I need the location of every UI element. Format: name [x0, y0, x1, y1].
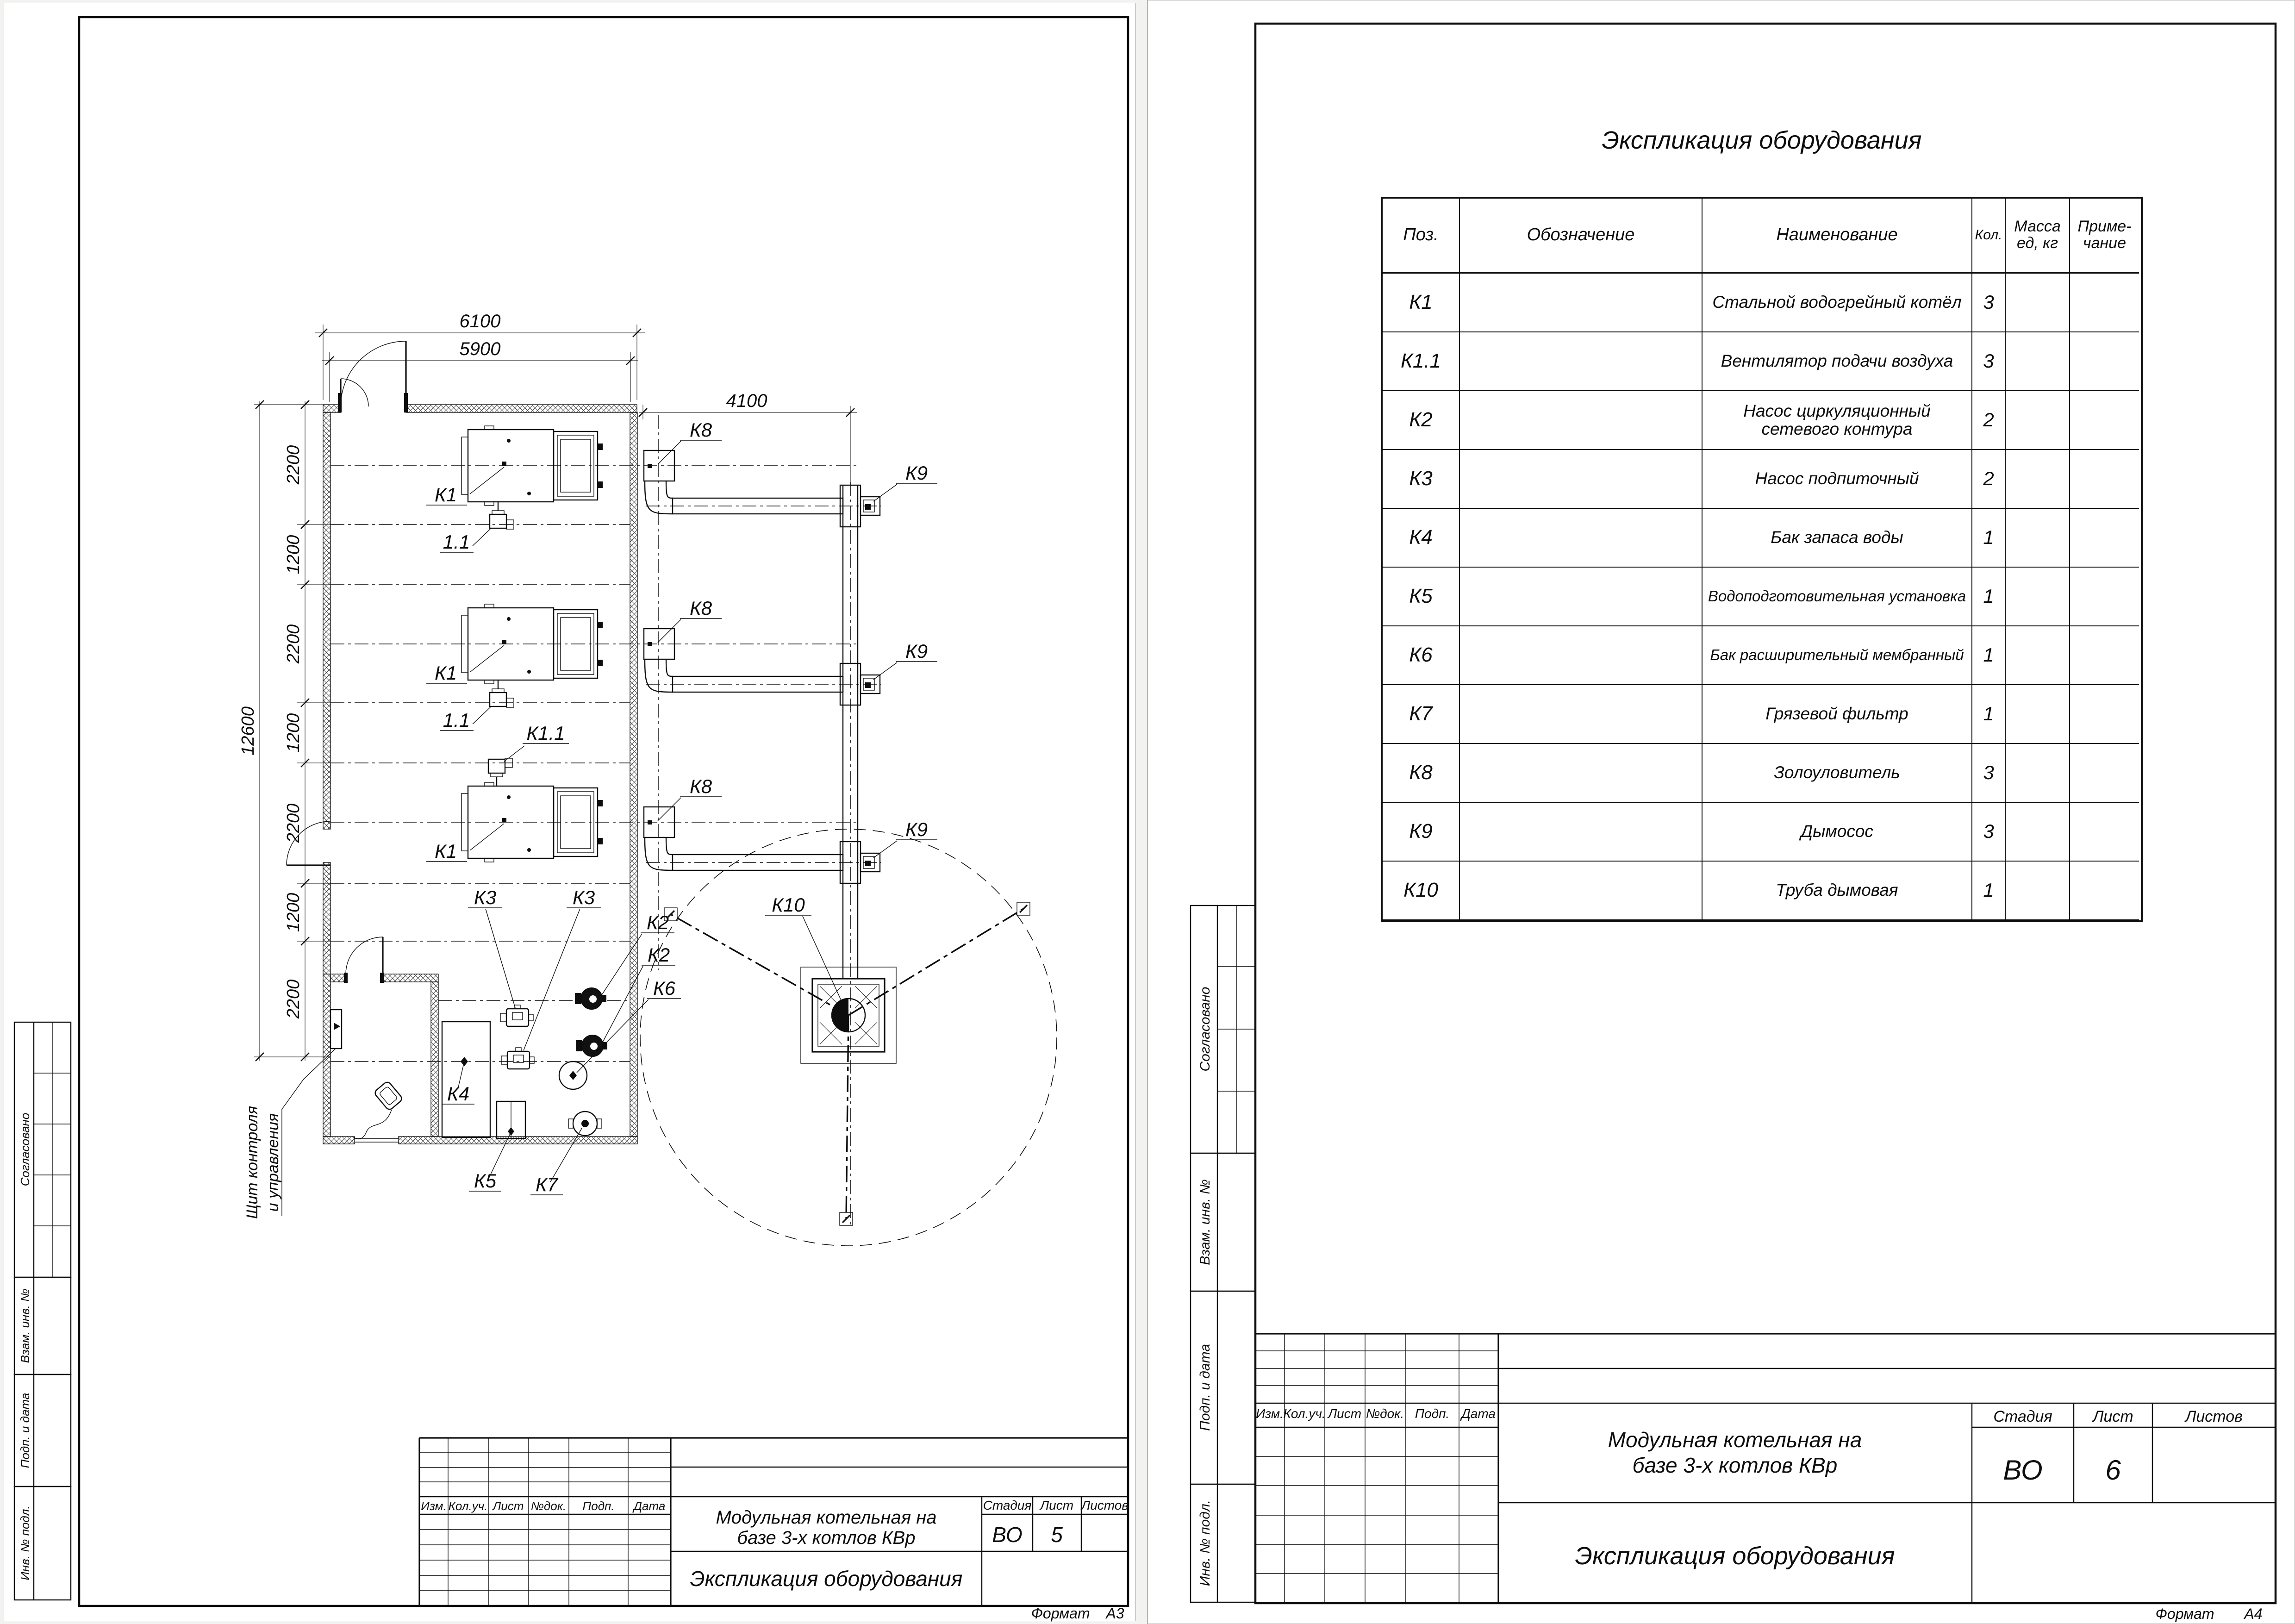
spec-row-pos: К6: [1383, 626, 1460, 685]
col-header-name: Наименование: [1703, 199, 1972, 274]
side-stamp-left: [14, 1022, 71, 1600]
pump-k2-2: [576, 1035, 607, 1056]
svg-text:Лист: Лист: [1328, 1406, 1362, 1421]
plan-drawing: [4, 3, 1136, 1622]
dim-bay: 2200: [284, 979, 303, 1019]
spec-row-name: Труба дымовая: [1703, 862, 1972, 920]
spec-row-qty: 2: [1972, 450, 2006, 509]
spec-row-qty: 2: [1972, 391, 2006, 450]
exp-tank-k6: [559, 1062, 587, 1089]
washbasin: [354, 1081, 403, 1139]
tank-k4: [442, 1022, 490, 1137]
sheet-number: 5: [1051, 1523, 1063, 1547]
spec-row-qty: 1: [1972, 509, 2006, 568]
svg-text:Листов: Листов: [1081, 1498, 1129, 1512]
svg-text:К6: К6: [653, 977, 676, 999]
svg-text:К1: К1: [434, 840, 457, 862]
svg-text:№док.: №док.: [1366, 1406, 1404, 1421]
svg-text:К1.1: К1.1: [526, 722, 565, 744]
dim-4100: 4100: [726, 391, 767, 411]
svg-text:базе 3-х котлов КВр: базе 3-х котлов КВр: [1632, 1453, 1838, 1477]
pump-k3-2: [501, 1048, 534, 1069]
col-header-qty: Кол.: [1972, 199, 2006, 274]
dim-5900: 5900: [459, 339, 501, 359]
svg-text:К7: К7: [535, 1174, 558, 1195]
svg-text:Лист: Лист: [1040, 1498, 1074, 1512]
svg-text:К1: К1: [434, 484, 457, 506]
fan-3: [488, 758, 512, 786]
callout-k8-3: [658, 775, 722, 821]
spec-row-name: Золоуловитель: [1703, 744, 1972, 803]
callout-k8-1: [658, 419, 722, 464]
spec-row-qty: 1: [1972, 862, 2006, 920]
spec-row-qty: 3: [1972, 803, 2006, 862]
doc-title: Экспликация оборудования: [1575, 1542, 1895, 1570]
dim-bay: 2200: [284, 445, 303, 485]
building-walls: [323, 393, 637, 1144]
callout-k1-2: [426, 645, 504, 684]
spec-row-name: Бак расширительный мембранный: [1703, 626, 1972, 685]
spec-row-qty: 3: [1972, 744, 2006, 803]
spec-row-pos: К5: [1383, 568, 1460, 626]
dim-12600: 12600: [238, 706, 258, 756]
spec-row-pos: К9: [1383, 803, 1460, 862]
spec-row-name: Бак запаса воды: [1703, 509, 1972, 568]
spec-row-pos: К7: [1383, 685, 1460, 744]
spec-row-pos: К3: [1383, 450, 1460, 509]
svg-text:Дата: Дата: [633, 1499, 666, 1513]
svg-text:К8: К8: [689, 419, 712, 441]
stage-value: ВО: [2003, 1455, 2043, 1486]
spec-row-pos: К4: [1383, 509, 1460, 568]
stamp-replace-inv-label: Взам. инв. №: [18, 1288, 32, 1363]
dimensions: [238, 311, 857, 1061]
doc-title: Экспликация оборудования: [690, 1567, 963, 1591]
spec-row-pos: К8: [1383, 744, 1460, 803]
spec-row-name: Насос циркуляционный сетевого контура: [1703, 391, 1972, 450]
sheet-a3-plan: [4, 3, 1136, 1621]
svg-text:1.1: 1.1: [443, 709, 470, 731]
fan-2: [490, 680, 514, 707]
callout-fan-1: [440, 528, 491, 553]
stamp-sign-date-label: Подп. и дата: [1197, 1344, 1213, 1431]
col-header-designation: Обозначение: [1460, 199, 1703, 274]
callout-fan-2: [440, 706, 491, 731]
wtu-k5: [497, 1101, 525, 1138]
svg-text:К3: К3: [572, 887, 595, 908]
stamp-inv-label: Инв. № подл.: [1197, 1499, 1213, 1587]
stamp-inv-label: Инв. № подл.: [18, 1505, 32, 1580]
callout-k11: [504, 722, 569, 762]
control-panel: [331, 1010, 342, 1049]
spec-row-qty: 1: [1972, 626, 2006, 685]
project-name: Модульная котельная на: [1608, 1428, 1862, 1452]
sheet-number: 6: [2105, 1455, 2121, 1486]
spec-row-qty: 3: [1972, 274, 2006, 332]
callout-k3-2: [524, 887, 601, 1050]
format-value: А3: [1106, 1605, 1124, 1622]
spec-row-name: Водоподготовительная установка: [1703, 568, 1972, 626]
col-header-pos: Поз.: [1383, 199, 1460, 274]
stamp-agreed-label: Согласовано: [1197, 987, 1213, 1072]
callout-k10: [765, 894, 847, 1013]
svg-text:К1: К1: [434, 662, 457, 684]
svg-text:Дата: Дата: [1461, 1406, 1496, 1421]
callout-k9-2: [873, 640, 937, 680]
col-header-note: Приме- чание: [2070, 199, 2139, 274]
svg-text:К4: К4: [447, 1083, 470, 1105]
callout-k8-2: [658, 597, 722, 643]
control-panel-note: [243, 1049, 336, 1219]
pump-k2-1: [575, 988, 606, 1009]
svg-text:К8: К8: [689, 597, 712, 619]
stamp-agreed-label: Согласовано: [18, 1112, 32, 1187]
spec-row-name: Вентилятор подачи воздуха: [1703, 332, 1972, 391]
svg-text:Подп.: Подп.: [582, 1499, 615, 1513]
svg-text:К10: К10: [772, 894, 805, 916]
svg-text:К8: К8: [689, 775, 712, 797]
flue-level-2: [644, 629, 880, 705]
format-label: Формат: [2155, 1605, 2214, 1622]
svg-text:К5: К5: [474, 1170, 497, 1192]
filter-k7: [568, 1112, 602, 1136]
doors: [287, 341, 406, 974]
spec-row-pos: К1: [1383, 274, 1460, 332]
svg-text:Изм.: Изм.: [1256, 1406, 1284, 1421]
spec-row-pos: К1.1: [1383, 332, 1460, 391]
fan-1: [490, 502, 514, 529]
spec-row-qty: 1: [1972, 685, 2006, 744]
flue-level-3: [644, 807, 880, 883]
svg-text:К3: К3: [474, 887, 497, 908]
svg-text:К2: К2: [647, 944, 670, 966]
spec-row-pos: К10: [1383, 862, 1460, 920]
callout-k1-3: [426, 824, 504, 862]
format-label: Формат: [1031, 1605, 1090, 1622]
svg-text:1.1: 1.1: [443, 531, 470, 553]
spec-row-qty: 1: [1972, 568, 2006, 626]
spec-row-qty: 3: [1972, 332, 2006, 391]
svg-text:Подп.: Подп.: [1415, 1406, 1450, 1421]
axis-lines: [331, 415, 881, 1225]
svg-text:базе 3-х котлов КВр: базе 3-х котлов КВр: [737, 1528, 916, 1548]
svg-text:Лист: Лист: [493, 1499, 524, 1513]
spec-title: Экспликация оборудования: [1602, 126, 1922, 154]
svg-text:Кол.уч.: Кол.уч.: [1283, 1406, 1326, 1421]
callout-k1-1: [426, 467, 504, 506]
stamp-sign-date-label: Подп. и дата: [18, 1393, 32, 1468]
flue-level-1: [644, 450, 880, 527]
svg-text:№док.: №док.: [530, 1499, 567, 1513]
svg-text:Стадия: Стадия: [1993, 1408, 2052, 1425]
svg-text:К9: К9: [905, 640, 928, 662]
pump-k3-1: [500, 1005, 533, 1026]
spec-row-name: Стальной водогрейный котёл: [1703, 274, 1972, 332]
format-value: А4: [2244, 1605, 2263, 1622]
dim-bay: 2200: [284, 803, 303, 843]
callout-k9-1: [873, 462, 937, 501]
spec-row-pos: К2: [1383, 391, 1460, 450]
svg-text:Листов: Листов: [2185, 1408, 2243, 1425]
svg-text:К2: К2: [646, 912, 669, 933]
dim-6100: 6100: [459, 311, 501, 331]
dim-bay: 2200: [284, 624, 303, 664]
stamp-replace-inv-label: Взам. инв. №: [1197, 1179, 1213, 1265]
spec-row-name: Грязевой фильтр: [1703, 685, 1972, 744]
stage-value: ВО: [992, 1523, 1023, 1547]
svg-text:Щит контроля: Щит контроля: [243, 1106, 261, 1219]
side-stamp-right: [1191, 906, 1255, 1602]
col-header-mass: Масса ед, кг: [2006, 199, 2070, 274]
spec-row-name: Дымосос: [1703, 803, 1972, 862]
spec-table: [1381, 197, 2143, 922]
callout-k3-1: [468, 887, 515, 1008]
chimney-k10: [640, 829, 1057, 1246]
svg-text:К9: К9: [905, 462, 928, 484]
dim-bay: 1200: [284, 535, 303, 575]
titleblock-a4: [1255, 1334, 2276, 1622]
titleblock-a3: [419, 1438, 1129, 1622]
svg-text:и управления: и управления: [264, 1113, 282, 1212]
sheet-a4-spec: [1147, 0, 2295, 1624]
frame: [79, 17, 1128, 1606]
callout-k4: [443, 1062, 474, 1105]
spec-row-name: Насос подпиточный: [1703, 450, 1972, 509]
svg-text:Изм.: Изм.: [421, 1499, 447, 1513]
svg-text:Стадия: Стадия: [983, 1498, 1032, 1512]
svg-text:К9: К9: [905, 818, 928, 840]
project-name: Модульная котельная на: [716, 1507, 937, 1528]
svg-text:Кол.уч.: Кол.уч.: [448, 1499, 488, 1513]
dim-bay: 1200: [284, 893, 303, 932]
dim-bay: 1200: [284, 713, 303, 753]
callout-k9-3: [873, 818, 937, 858]
svg-text:Лист: Лист: [2093, 1408, 2133, 1425]
